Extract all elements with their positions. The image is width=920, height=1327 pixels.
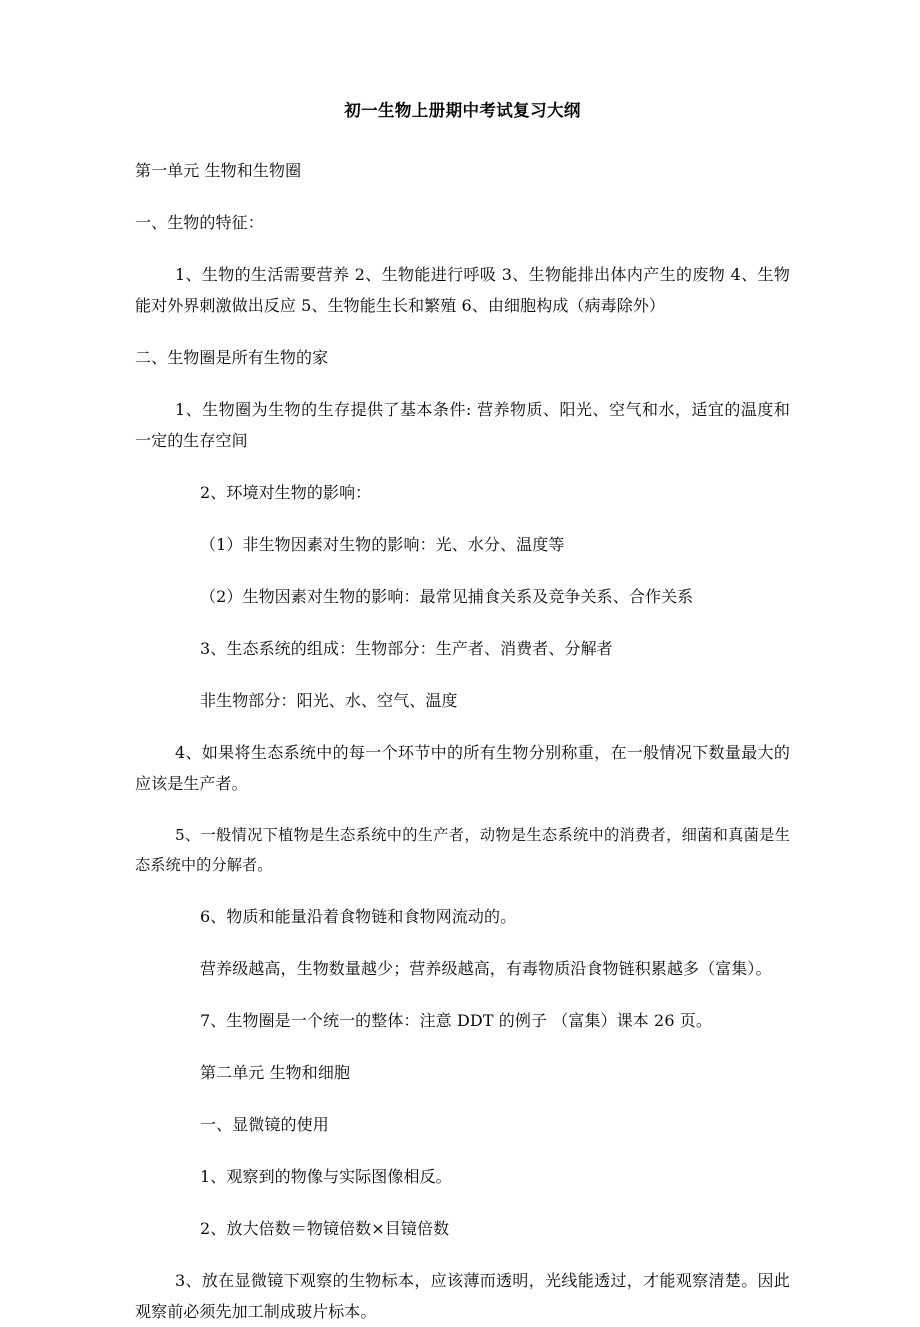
document-body [135,96,790,1327]
section-heading-microscope: 一、显微镜的使用 [200,1115,329,1134]
paragraph-sec2-item2: 2、环境对生物的影响： [200,483,372,502]
paragraph-microscope-item3: 3、放在显微镜下观察的生物标本，应该薄而透明，光线能透过，才能观察清楚。因此观察前必须先加工制成玻片标本。 [135,1271,790,1321]
paragraph-sec2-item6: 6、物质和能量沿着食物链和食物网流动的。 [200,907,517,926]
paragraph-sec2-item7: 7、生物圈是一个统一的整体：注意 DDT 的例子 （富集）课本 26 页。 [200,1011,712,1030]
paragraph-sec2-item3-continued: 非生物部分：阳光、水、空气、温度 [200,691,458,710]
paragraph-sec2-item2-sub1: （1）非生物因素对生物的影响：光、水分、温度等 [200,535,565,554]
paragraph-sec2-item1: 1、生物圈为生物的生存提供了基本条件: 营养物质、阳光、空气和水，适宜的温度和一定的生存空间 [135,400,790,450]
unit2-heading: 第二单元 生物和细胞 [200,1063,351,1082]
paragraph-sec2-item4: 4、如果将生态系统中的每一个环节中的所有生物分别称重，在一般情况下数量最大的应该是生产者。 [135,743,790,793]
section-heading-biosphere: 二、生物圈是所有生物的家 [135,348,329,367]
paragraph-sec2-item3: 3、生态系统的组成：生物部分：生产者、消费者、分解者 [200,639,613,658]
paragraph-sec2-item6-continued: 营养级越高，生物数量越少；营养级越高，有毒物质沿食物链积累越多（富集）。 [200,959,772,978]
paragraph-microscope-item1: 1、观察到的物像与实际图像相反。 [200,1167,452,1186]
paragraph-sec2-item2-sub2: （2）生物因素对生物的影响：最常见捕食关系及竞争关系、合作关系 [200,587,694,606]
paragraph-sec1-item1: 1、生物的生活需要营养 2、生物能进行呼吸 3、生物能排出体内产生的废物 4、生物能对外界刺激做出反应 5、生物能生长和繁殖 6、由细胞构成（病毒除外） [135,265,790,315]
paragraph-microscope-item2: 2、放大倍数＝物镜倍数×目镜倍数 [200,1219,450,1238]
section-heading-characteristics: 一、生物的特征： [135,213,264,232]
paragraph-sec2-item5: 5、一般情况下植物是生态系统中的生产者，动物是生态系统中的消费者，细菌和真菌是生态系统中的分解者。 [135,826,790,874]
page-title: 初一生物上册期中考试复习大纲 [344,101,581,120]
unit1-heading: 第一单元 生物和生物圈 [135,161,302,180]
